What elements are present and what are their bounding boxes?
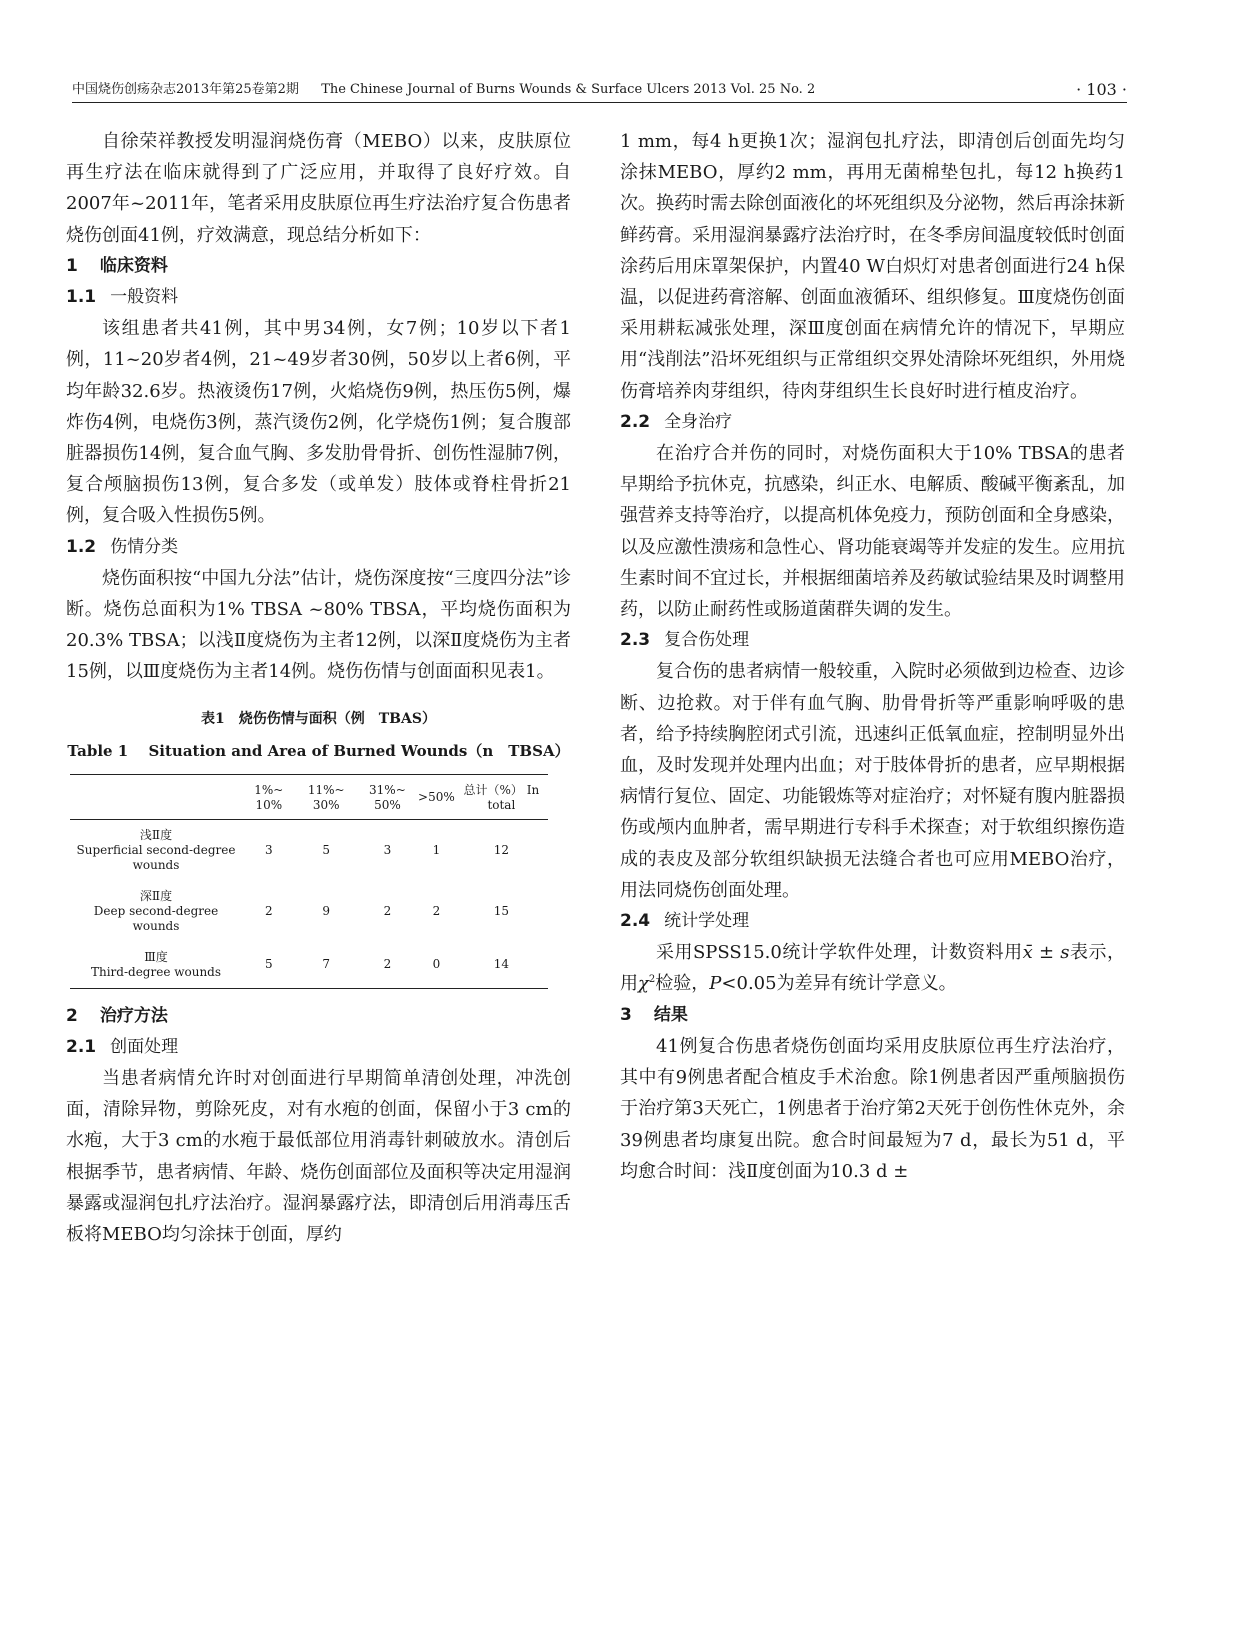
row-label — [70, 881, 242, 942]
table-header-cell: 31%~ 50% — [357, 774, 418, 819]
section-number: 1 — [66, 255, 78, 276]
table-cell: 15 — [493, 903, 510, 918]
section-number: 2.3 — [620, 630, 651, 651]
section-number: 1.1 — [66, 287, 97, 308]
chi-exponent: 2 — [648, 974, 656, 986]
section-title: 全身治疗 — [664, 411, 733, 432]
section-1-2-heading — [66, 532, 571, 563]
section-title: 统计学处理 — [664, 911, 750, 932]
table-cell: 5 — [322, 842, 330, 857]
stats-text: 采用SPSS15.0统计学软件处理，计数资料用 — [656, 942, 1023, 964]
page-number: · 103 · — [1076, 80, 1127, 99]
journal-title — [72, 78, 815, 102]
table-header-cell: 11%~ 30% — [296, 774, 357, 819]
table-row — [70, 881, 548, 942]
table-header-cell — [70, 774, 242, 819]
right-column — [620, 126, 1125, 1187]
stats-text: 检验， — [655, 973, 710, 995]
section-2-3-heading — [620, 625, 1125, 656]
section-number: 1.2 — [66, 536, 97, 557]
section-number: 3 — [620, 1004, 632, 1025]
section-2-1-paragraph: 当患者病情允许时对创面进行早期简单清创处理，冲洗创面，清除异物，剪除死皮，对有水疱的创面，保留小于3 cm的水疱，大于3 cm的水疱于最低部位用消毒针刺破放水。清创后根据季节，患者病情、年龄、烧伤创面部位及面积等决定用湿润暴露或湿润包扎疗法治疗。湿润暴露疗法，即清创后用消毒压舌板将MEBO均匀涂抹于创面，厚约 — [66, 1068, 571, 1246]
section-3-paragraph: 41例复合伤患者烧伤创面均采用皮肤原位再生疗法治疗，其中有9例患者配合植皮手术治愈。除1例患者因严重颅脑损伤于治疗第3天死亡，1例患者于治疗第2天死于创伤性休克外，余39例患者均康复出院。愈合时间最短为7 d，最长为51 d，平均愈合时间：浅Ⅱ度创面为10.3 d ± — [620, 1035, 1125, 1182]
row-label-cn: Ⅲ度 — [144, 949, 168, 964]
section-1-1-heading — [66, 282, 571, 313]
journal-title-en: The Chinese Journal of Burns Wounds & Surface Ulcers 2013 Vol. 25 No. 2 — [321, 82, 816, 97]
table-cell: 3 — [264, 842, 273, 857]
table-header-cell: 总计（%） In total — [455, 774, 548, 819]
section-number: 2.4 — [620, 911, 651, 932]
section-2-1-continued: 1 mm，每4 h更换1次；湿润包扎疗法，即清创后创面先均匀涂抹MEBO，厚约2 mm，再用无菌棉垫包扎，每12 h换药1次。换药时需去除创面液化的坏死组织及分泌物，然后再涂抹新鲜药膏。采用湿润暴露疗法治疗时，在冬季房间温度较低时创面涂药后用床罩架保护，内置40 W白炽灯对患者创面进行24 h保温，以促进药膏溶解、创面血液循环、组织修复。Ⅲ度烧伤创面采用耕耘减张处理，深Ⅲ度创面在病情允许的情况下，早期应用“浅削法”沿坏死组织与正常组织交界处清除坏死组织，外用烧伤膏培养肉芽组织，待肉芽组织生长良好时进行植皮治疗。 — [620, 131, 1125, 402]
row-label-en: Superficial second-degree wounds — [76, 842, 236, 872]
running-header — [72, 78, 1127, 103]
section-number: 2.1 — [66, 1036, 97, 1057]
table-cell: 1 — [432, 842, 441, 857]
table-cell: 2 — [383, 903, 392, 918]
table-cell: 2 — [264, 903, 273, 918]
section-number: 2.2 — [620, 411, 651, 432]
section-2-2-heading — [620, 407, 1125, 438]
section-1-2-paragraph: 烧伤面积按“中国九分法”估计，烧伤深度按“三度四分法”诊断。烧伤总面积为1% TBSA ~80% TBSA，平均烧伤面积为20.3% TBSA；以浅Ⅱ度烧伤为主者12例，以深Ⅱ度烧伤为主者15例，以Ⅲ度烧伤为主者14例。烧伤伤情与创面面积见表1。 — [66, 567, 571, 683]
chi-symbol: χ — [638, 973, 649, 995]
stats-text: 表示，用 — [620, 942, 1125, 995]
section-title: 一般资料 — [110, 287, 179, 308]
row-label — [70, 942, 242, 989]
table-cell: 2 — [432, 903, 441, 918]
table-header-cell: 1%~ 10% — [242, 774, 296, 819]
table-cell: 3 — [383, 842, 392, 857]
table-row — [70, 819, 548, 881]
section-2-4-heading — [620, 906, 1125, 937]
section-title: 创面处理 — [110, 1036, 179, 1057]
journal-title-cn: 中国烧伤创疡杂志2013年第25卷第2期 — [72, 82, 299, 97]
section-1-1-paragraph: 该组患者共41例，其中男34例，女7例；10岁以下者1例，11~20岁者4例，21~49岁者30例，50岁以上者6例，平均年龄32.6岁。热液烫伤17例，火焰烧伤9例，热压伤5例，爆炸伤4例，电烧伤3例，蒸汽烫伤2例，化学烧伤1例；复合腹部脏器损伤14例，复合血气胸、多发肋骨骨折、创伤性湿肺7例，复合颅脑损伤13例，复合多发（或单发）肢体或脊柱骨折21例，复合吸入性损伤5例。 — [66, 318, 571, 527]
intro-paragraph: 自徐荣祥教授发明湿润烧伤膏（MEBO）以来，皮肤原位再生疗法在临床就得到了广泛应用，并取得了良好疗效。自2007年~2011年，笔者采用皮肤原位再生疗法治疗复合伤患者烧伤创面41例，疗效满意，现总结分析如下： — [66, 131, 571, 246]
section-title: 伤情分类 — [110, 536, 179, 557]
table-cell: 9 — [322, 903, 330, 918]
table-cell: 14 — [455, 942, 548, 989]
table-cell: 2 — [357, 942, 418, 989]
row-label-en: Third-degree wounds — [90, 964, 222, 979]
left-column — [66, 126, 571, 1250]
table-header-row — [70, 774, 548, 819]
table-cell: 12 — [493, 842, 510, 857]
section-title: 结果 — [653, 1004, 688, 1025]
section-title: 复合伤处理 — [664, 630, 750, 651]
table-caption-en: Table 1 Situation and Area of Burned Wounds（n TBSA） — [67, 741, 570, 760]
section-number: 2 — [66, 1005, 78, 1026]
section-2-2-paragraph: 在治疗合并伤的同时，对烧伤面积大于10% TBSA的患者早期给予抗休克，抗感染，纠正水、电解质、酸碱平衡紊乱，加强营养支持等治疗，以提高机体免疫力，预防创面和全身感染，以及应激性溃疡和急性心、肾功能衰竭等并发症的发生。应用抗生素时间不宜过长，并根据细菌培养及药敏试验结果及时调整用药，以防止耐药性或肠道菌群失调的发生。 — [620, 443, 1125, 621]
row-label-cn: 浅Ⅱ度 — [139, 827, 173, 842]
table-row — [70, 942, 548, 989]
table-header-cell: >50% — [418, 774, 455, 819]
burn-area-table — [70, 774, 548, 989]
table-cell: 0 — [418, 942, 455, 989]
table-cell: 7 — [296, 942, 357, 989]
section-3-heading — [620, 1000, 1125, 1031]
row-label-en: Deep second-degree wounds — [93, 903, 219, 933]
mean-sd-symbol: x̄ ± s — [1022, 942, 1070, 964]
table-caption-cn: 表1 烧伤伤情与面积（例 TBAS） — [201, 710, 436, 727]
row-label-cn: 深Ⅱ度 — [139, 888, 173, 903]
table-cell: 5 — [242, 942, 296, 989]
section-1-heading — [66, 251, 571, 282]
stats-text: <0.05为差异有统计学意义。 — [721, 973, 957, 995]
section-2-heading — [66, 1001, 571, 1032]
section-title: 临床资料 — [99, 255, 168, 276]
section-2-4-paragraph — [620, 937, 1125, 999]
p-symbol: P — [709, 973, 722, 995]
section-2-1-heading — [66, 1032, 571, 1063]
section-2-3-paragraph: 复合伤的患者病情一般较重，入院时必须做到边检查、边诊断、边抢救。对于伴有血气胸、肋骨骨折等严重影响呼吸的患者，给予持续胸腔闭式引流，迅速纠正低氧血症，控制明显外出血，及时发现并处理内出血；对于肢体骨折的患者，应早期根据病情行复位、固定、功能锻炼等对症治疗；对怀疑有腹内脏器损伤或颅内血肿者，需早期进行专科手术探查；对于软组织擦伤造成的表皮及部分软组织缺损无法缝合者也可应用MEBO治疗，用法同烧伤创面处理。 — [620, 661, 1125, 901]
row-label — [70, 819, 242, 881]
section-title: 治疗方法 — [99, 1005, 168, 1026]
